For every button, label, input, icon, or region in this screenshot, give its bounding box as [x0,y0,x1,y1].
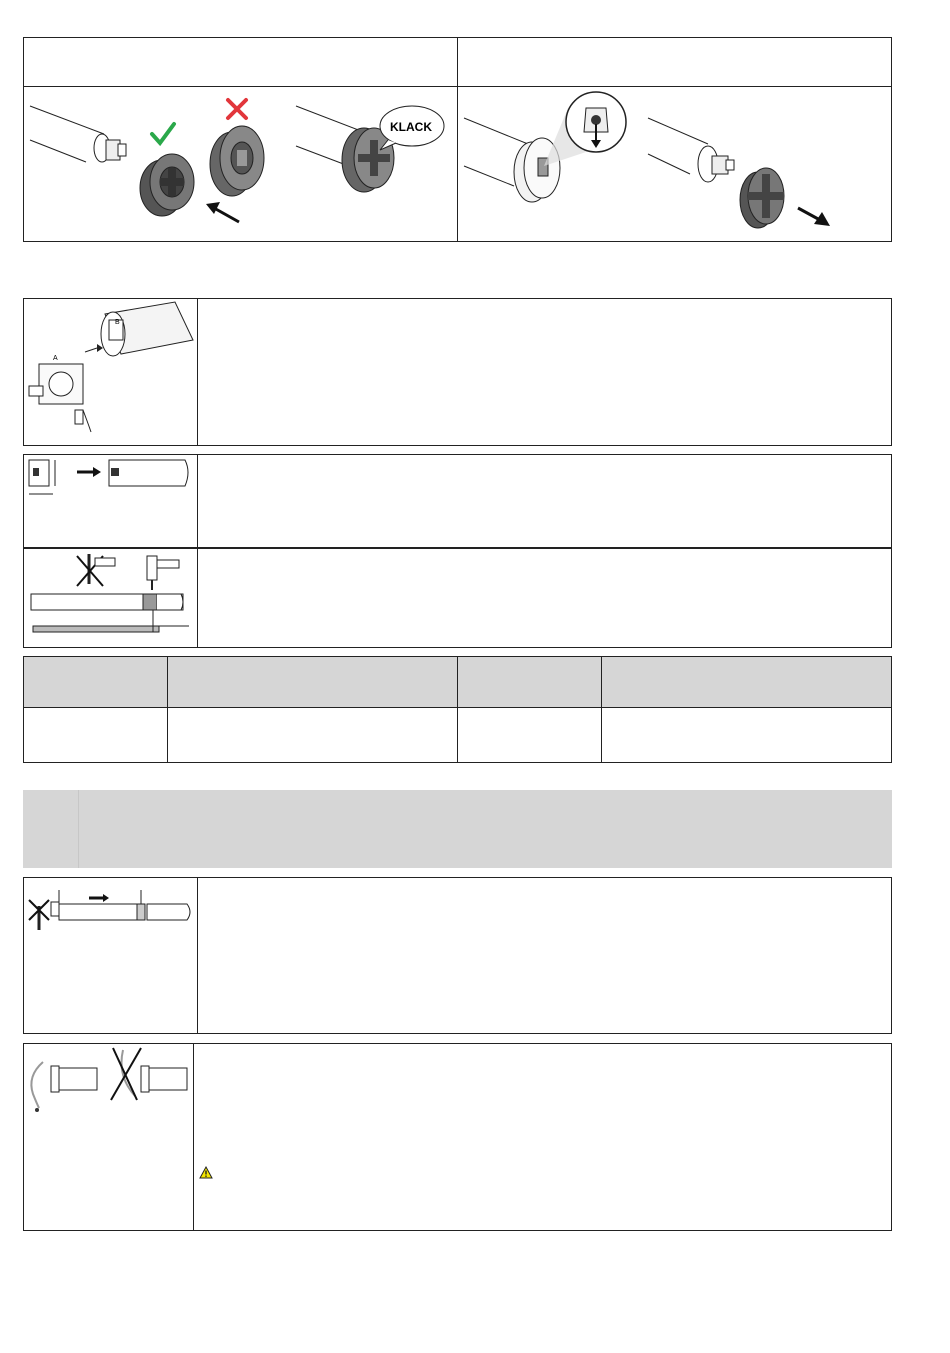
step-row-3-divider [197,548,198,648]
section-heading-band-divider [78,790,79,868]
drill-crossed-icon [29,900,49,930]
adapter-wheel-removed [740,168,784,228]
cable-routing-drawing [25,1046,191,1118]
drill-icon [147,556,179,590]
drill-crossed-icon [77,554,115,586]
section-heading-band [23,790,892,868]
arrow-icon [206,202,239,222]
adapter-wheel-wrong [210,126,264,196]
spec-table-col-2 [457,656,458,763]
spec-table-col-3 [601,656,602,763]
tube-no-drill-drawing [25,880,195,940]
arrow-icon [798,208,830,226]
adapter-mount-illustration [24,88,456,240]
step-row-2-divider [197,454,198,548]
step-row-5-divider [193,1043,194,1231]
adapter-wheel-good [140,154,194,216]
warning-icon [199,1166,213,1179]
step-row-4-divider [197,877,198,1034]
motor-head-drawing [29,364,83,424]
drawing-letter-b: B [115,319,120,326]
drawing-letter-a: A [53,355,58,362]
cross-icon [228,100,246,118]
adapter-remove-illustration [458,88,890,240]
check-icon [152,124,174,143]
tube-drill-drawing [25,550,195,646]
tube-insertion-drawing [25,300,195,444]
klack-label: KLACK [390,120,432,134]
spec-table-col-1 [167,656,168,763]
step-row-1-divider [197,298,198,446]
tube-measure-drawing [25,456,195,546]
